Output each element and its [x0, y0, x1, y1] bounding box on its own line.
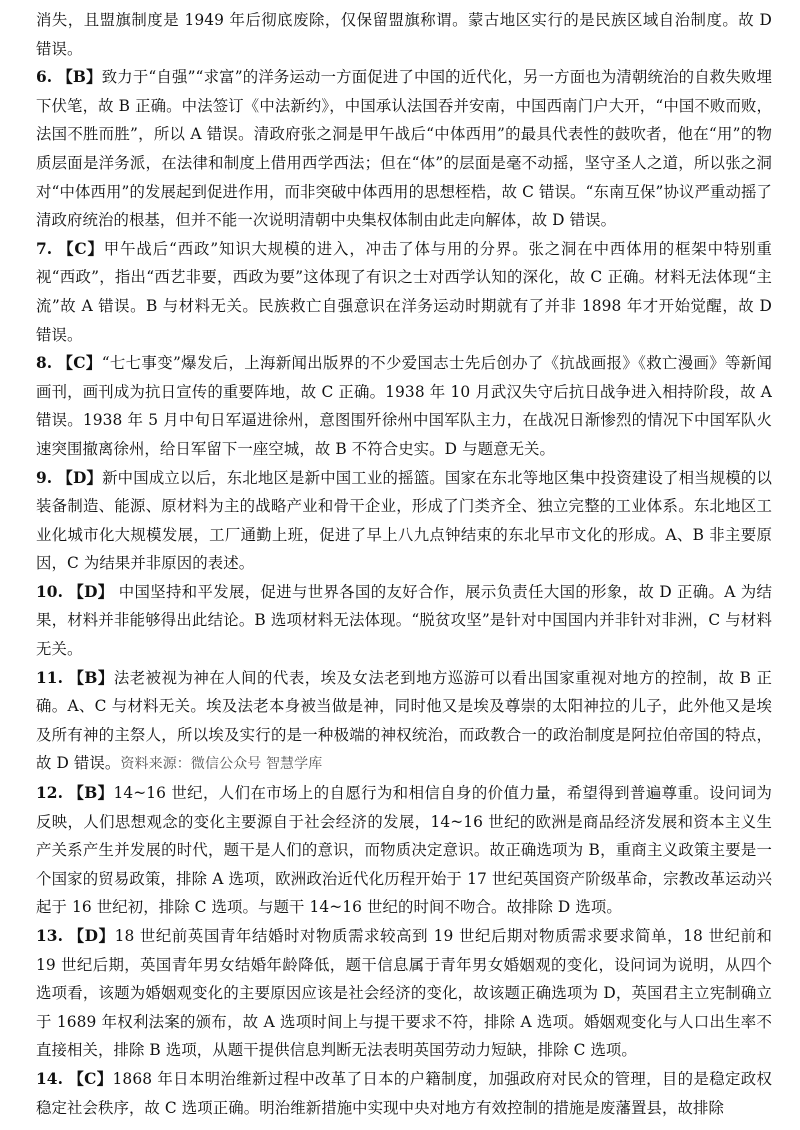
explanation-text: 法老被视为神在人间的代表，埃及女法老到地方巡游可以看出国家重视对地方的控制，故 B 正确。A、C 与材料无关。埃及法老本身被当做是神，同时他又是埃及尊崇的太阳神拉的儿子，此外他又是埃及所有神的主祭人，所以埃及实行的是一种极端的神权统治，而政教合一的政治制度是阿拉伯帝国的特点，故 D 错误。	[36, 668, 772, 773]
explanation-text: 18 世纪前英国青年结婚时对物质需求较高到 19 世纪后期对物质需求要求简单，18 世纪前和 19 世纪后期，英国青年男女结婚年龄降低，题干信息属于青年男女婚姻观的变化，设问词为说明，从四个选项看，该题为婚姻观变化的主要原因应该是社会经济的变化，故该题正确选项为 D，英国君主立宪制确立于 1689 年权利法案的颁布，故 A 选项时间上与提干要求不符，排除 A 选项。婚姻观变化与人口出生率不直接相关，排除 B 选项，从题干提供信息判断无法表明英国劳动力短缺，排除 C 选项。	[36, 927, 772, 1060]
explanation-text: 新中国成立以后，东北地区是新中国工业的摇篮。国家在东北等地区集中投资建设了相当规模的以装备制造、能源、原材料为主的战略产业和骨干企业，形成了门类齐全、独立完整的工业体系。东北地区工业化城市化大规模发展，工厂通勤上班，促进了早上八九点钟结束的东北早市文化的形成。A、B 非主要原因，C 为结果并非原因的表述。	[36, 468, 772, 573]
answer-item-12	[36, 779, 772, 922]
question-number: 13.	[36, 927, 64, 945]
answer-item-6	[36, 63, 772, 235]
source-watermark: 资料来源：微信公众号 智慧学库	[120, 756, 323, 773]
answer-item-11	[36, 664, 772, 779]
question-number: 11.	[36, 668, 64, 687]
answer-item-9	[36, 464, 772, 578]
paragraph-text: 消失，且盟旗制度是 1949 年后彻底废除，仅保留盟旗称谓。蒙古地区实行的是民族区域自治制度。故 D 错误。	[36, 11, 772, 58]
question-number: 8.	[36, 354, 53, 373]
answer-key: 【C】	[57, 354, 102, 373]
question-number: 10.	[36, 582, 64, 601]
question-number: 9.	[36, 468, 53, 487]
answer-key: 【B】	[68, 668, 114, 687]
explanation-text: 甲午战后“西政”知识大规模的进入，冲击了体与用的分界。张之洞在中西体用的框架中特别重视“西政”，指出“西艺非要，西政为要”这体现了有识之士对西学认知的深化，故 C 正确。材料无法体现“主流”故 A 错误。B 与材料无关。民族救亡自强意识在洋务运动时期就有了并非 1898 年才开始觉醒，故 D 错误。	[36, 239, 772, 344]
answer-key: 【D】	[57, 468, 103, 487]
explanation-text: 14~16 世纪，人们在市场上的自愿行为和相信自身的价值力量，希望得到普遍尊重。设问词为反映，人们思想观念的变化主要源自于社会经济的发展，14~16 世纪的欧洲是商品经济发展和资本主义生产关系产生并发展的时代，题干是人们的意识，而物质决定意识。故正确选项为 B，重商主义政策主要是一个国家的贸易政策，排除 A 选项，欧洲政治近代化历程开始于 17 世纪英国资产阶级革命，宗教改革运动兴起于 16 世纪初，排除 C 选项。与题干 14~16 世纪的时间不吻合。故排除 D 选项。	[36, 784, 773, 917]
answer-item-7	[36, 235, 772, 349]
answer-key: 【D】	[68, 927, 115, 945]
answer-item-14	[36, 1065, 772, 1122]
answer-key: 【C】	[68, 1069, 113, 1088]
answer-key: 【B】	[57, 68, 102, 87]
answer-key: 【D】	[68, 582, 114, 601]
explanation-text: “七七事变”爆发后，上海新闻出版界的不少爱国志士先后创办了《抗战画报》《救亡漫画》等新闻画刊，画刊成为抗日宣传的重要阵地，故 C 正确。1938 年 10 月武汉失守后抗日战争进入相持阶段，故 A 错误。1938 年 5 月中旬日军逼进徐州，意图围歼徐州中国军队主力，在战况日渐惨烈的情况下中国军队火速突围撤离徐州，给日军留下一座空城，故 B 不符合史实。D 与题意无关。	[36, 354, 772, 458]
paragraph-continuation	[36, 6, 772, 63]
question-number: 14.	[36, 1069, 64, 1088]
explanation-text: 致力于“自强”“求富”的洋务运动一方面促进了中国的近代化，另一方面也为清朝统治的自救失败埋下伏笔，故 B 正确。中法签订《中法新约》，中国承认法国吞并安南，中国西南门户大开，“中国不败而败，法国不胜而胜”，所以 A 错误。清政府张之洞是甲午战后“中体西用”的最具代表性的鼓吹者，他在“用”的物质层面是洋务派，在法律和制度上借用西学西法；但在“体”的层面是毫不动摇，坚守圣人之道，所以张之洞对“中体西用”的发展起到促进作用，而非突破中体西用的思想桎梏，故 C 错误。“东南互保”协议严重动摇了清政府统治的根基，但并不能一次说明清朝中央集权体制由此走向解体，故 D 错误。	[36, 68, 772, 230]
answer-key: 【C】	[58, 239, 104, 258]
question-number: 6.	[36, 68, 53, 87]
question-number: 12.	[36, 784, 64, 803]
question-number: 7.	[36, 239, 53, 258]
explanation-text: 中国坚持和平发展，促进与世界各国的友好合作，展示负责任大国的形象，故 D 正确。A 为结果，材料并非能够得出此结论。B 选项材料无法体现。“脱贫攻坚”是针对中国国内并非针对非洲，C 与材料无关。	[36, 582, 772, 659]
answer-item-13	[36, 922, 772, 1065]
explanation-text: 1868 年日本明治维新过程中改革了日本的户籍制度，加强政府对民众的管理，目的是稳定政权稳定社会秩序，故 C 选项正确。明治维新措施中实现中央对地方有效控制的措施是废藩置县，故排除	[36, 1069, 772, 1117]
answer-item-8	[36, 349, 772, 463]
answer-item-10	[36, 578, 772, 664]
answer-key: 【B】	[68, 784, 114, 803]
